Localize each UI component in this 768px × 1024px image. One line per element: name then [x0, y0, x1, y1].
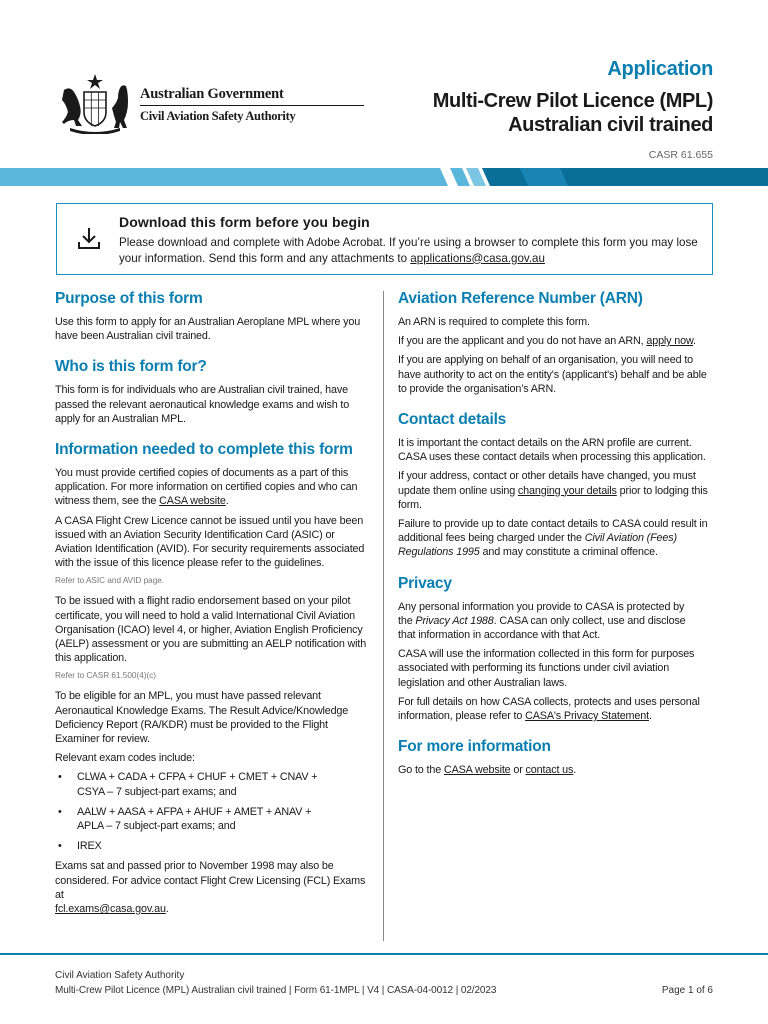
footer-agency: Civil Aviation Safety Authority — [55, 970, 185, 981]
download-notice-title: Download this form before you begin — [119, 214, 370, 230]
who-heading: Who is this form for? — [55, 358, 207, 376]
arn-required-text: An ARN is required to complete this form. — [398, 316, 590, 328]
arn-apply-text — [398, 334, 718, 348]
exam-codes-list — [55, 770, 371, 853]
agency-name: Civil Aviation Safety Authority — [140, 109, 296, 123]
exam-codes-line: APLA – 7 subject-part exams; and — [77, 820, 236, 833]
contact-current-text: It is important the contact details on the ARN profile are current. CASA uses these contact details when processing this application. — [398, 437, 706, 464]
info-exams-text: To be eligible for an MPL, you must have passed relevant Aeronautical Knowledge Exams. The Result Advice/Knowledge Deficiency Report (RA/KDR) must be provided to the Flight Examiner for review. — [55, 690, 349, 746]
arn-organisation-text: If you are applying on behalf of an organisation, you will need to have authority to act on the entity's (applicant's) behalf and be able to provide the organisation’s ARN. — [398, 354, 707, 395]
contact-fees-text — [398, 517, 718, 560]
logo-divider — [140, 105, 364, 106]
fcl-exams-email-link[interactable]: fcl.exams@casa.gov.au — [55, 903, 166, 916]
footer-form-details: Multi-Crew Pilot Licence (MPL) Australian civil trained | Form 61-1MPL | V4 | CASA-04-0012 | 02/2023 — [55, 985, 497, 996]
casa-website-link[interactable]: CASA website — [443, 764, 511, 777]
info-codes-intro: Relevant exam codes include: — [55, 752, 195, 765]
government-name: Australian Government — [140, 86, 284, 102]
download-icon — [77, 226, 101, 250]
privacy-use-text: CASA will use the information collected in this form for purposes associated with performing its functions under civil aviation legislation and other Australian laws. — [398, 648, 695, 689]
contact-update-end: prior to lodging this form. — [398, 484, 708, 511]
download-notice — [56, 203, 713, 275]
changing-details-link[interactable]: changing your details — [517, 484, 617, 497]
list-item — [55, 770, 371, 798]
arn-apply-end: . — [693, 335, 696, 348]
footer-rule — [0, 953, 768, 955]
contact-update-body: If your address, contact or other details have changed, you must update them online using — [398, 470, 696, 497]
purpose-heading: Purpose of this form — [55, 290, 203, 307]
exam-codes-line: CSYA – 7 subject-part exams; and — [77, 785, 237, 798]
privacy-line: that information in accordance with that Act. — [398, 629, 601, 642]
more-info-section — [398, 737, 718, 777]
document-type: Application — [607, 58, 713, 80]
privacy-statement-text — [398, 695, 718, 723]
more-info-or: or — [510, 764, 526, 777]
applications-email-link[interactable]: applications@casa.gov.au — [410, 251, 545, 265]
who-text: This form is for individuals who are Australian civil trained, have passed the relevant aeronautical knowledge exams and wish to apply for an Australian MPL. — [55, 384, 350, 425]
info-older-exams — [55, 859, 371, 916]
more-info-heading: For more information — [398, 738, 551, 756]
who-section — [55, 357, 371, 426]
header-stripe — [0, 168, 768, 186]
fees-regulation-title: Civil Aviation (Fees) Regulations 1995 — [398, 532, 677, 559]
info-p1-end: . — [225, 495, 229, 508]
privacy-section — [398, 574, 718, 724]
government-logo — [56, 72, 316, 136]
info-radio-text: To be issued with a flight radio endorsement based on your pilot certificate, you will need to hold a valid International Civil Aviation Organisation (ICAO) level 4, or higher, Aviation English Proficiency (AELP) assessment or you are submitting an AELP notification with this application. — [55, 595, 367, 665]
privacy-act-text — [398, 600, 718, 643]
privacy-the: the — [398, 614, 416, 627]
exam-codes-line: CLWA + CADA + CFPA + CHUF + CMET + CNAV + — [77, 771, 318, 784]
form-title-line2: Australian civil trained — [508, 114, 713, 136]
privacy-statement-body: For full details on how CASA collects, protects and uses personal information, please refer to — [398, 695, 700, 723]
download-notice-text — [119, 235, 699, 266]
more-info-body: Go to the — [398, 764, 444, 777]
download-notice-body: Please download and complete with Adobe Acrobat. If you’re using a browser to complete this form you may lose your information. Send this form and any attachments to — [119, 236, 698, 265]
list-item — [55, 839, 371, 853]
page-number: Page 1 of 6 — [661, 985, 713, 996]
left-column — [55, 289, 371, 930]
privacy-act-title: Privacy Act 1988 — [415, 614, 494, 627]
more-info-end: . — [573, 764, 577, 777]
form-title — [433, 89, 713, 137]
regulation-reference: CASR 61.655 — [648, 149, 713, 161]
contact-us-link[interactable]: contact us — [525, 764, 574, 777]
purpose-text: Use this form to apply for an Australian Aeroplane MPL where you have been Australian civil trained. — [55, 316, 361, 343]
column-divider — [383, 291, 384, 941]
casr-reference: Refer to CASR 61.500(4)(c) — [55, 671, 157, 681]
info-p6-end: . — [165, 903, 169, 916]
contact-fees-end: and may constitute a criminal offence. — [479, 546, 658, 559]
asic-reference: Refer to ASIC and AVID page. — [55, 576, 165, 586]
privacy-line: . CASA can only collect, use and disclose — [493, 614, 686, 627]
contact-fees-body: Failure to provide up to date contact details to CASA could result in additional fees being charged under the — [398, 518, 708, 545]
privacy-statement-end: . — [648, 710, 652, 723]
info-p6-text: Exams sat and passed prior to November 1998 may also be considered. For advice contact Flight Crew Licensing (FCL) Exams at — [55, 860, 366, 901]
apply-now-link[interactable]: apply now — [646, 335, 694, 348]
document-header — [433, 58, 713, 161]
right-column — [398, 289, 718, 791]
info-section — [55, 440, 371, 916]
exam-codes-line: IREX — [77, 840, 102, 853]
arn-apply-body: If you are the applicant and you do not have an ARN, — [398, 335, 647, 348]
info-heading: Information needed to complete this form — [55, 441, 353, 459]
arn-heading: Aviation Reference Number (ARN) — [398, 290, 643, 307]
contact-heading: Contact details — [398, 411, 507, 429]
contact-section — [398, 410, 718, 560]
list-item — [55, 805, 371, 833]
privacy-statement-link[interactable]: CASA's Privacy Statement — [525, 710, 649, 723]
arn-section — [398, 289, 718, 396]
form-title-line1: Multi-Crew Pilot Licence (MPL) — [432, 90, 713, 112]
privacy-line: Any personal information you provide to CASA is protected by — [398, 600, 685, 613]
coat-of-arms-icon — [56, 72, 134, 134]
info-asic-text: A CASA Flight Crew Licence cannot be issued until you have been issued with an Aviation Security Identification Card (ASIC) or Aviation Identification (AVID). For security requirements associated with the issue of this licence please refer to the guidelines. — [55, 514, 365, 570]
casa-website-link[interactable]: CASA website — [159, 495, 226, 508]
purpose-section — [55, 289, 371, 343]
exam-codes-line: AALW + AASA + AFPA + AHUF + AMET + ANAV + — [77, 805, 312, 818]
more-info-text — [398, 763, 718, 777]
privacy-heading: Privacy — [398, 574, 452, 592]
info-p1-text: You must provide certified copies of documents as a part of this application. For more information on certified copies and who can witness them, see the — [55, 467, 358, 508]
info-certified-copies — [55, 466, 371, 509]
contact-update-text — [398, 469, 718, 512]
